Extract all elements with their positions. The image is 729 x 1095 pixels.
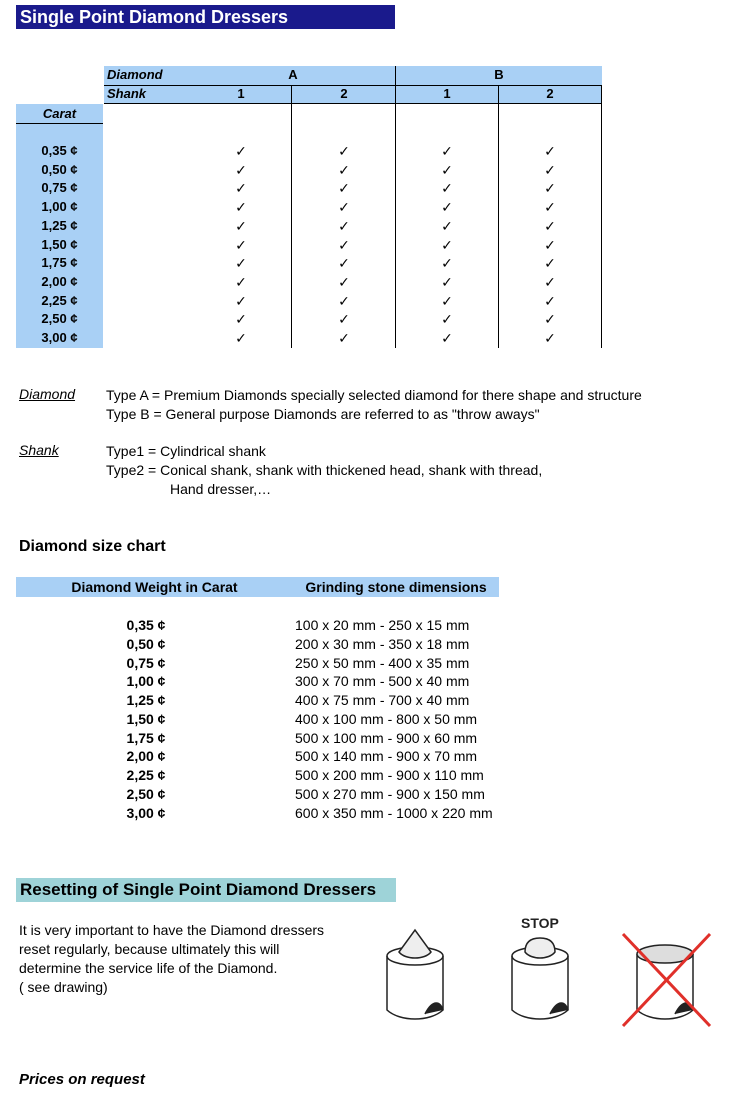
check-icon: ✓ [235, 292, 247, 309]
check-icon: ✓ [235, 255, 247, 272]
shank-note-line-1: Type1 = Cylindrical shank [106, 443, 266, 459]
check-icon: ✓ [235, 236, 247, 253]
carat-value: 0,75 ¢ [41, 180, 78, 196]
check-icon: ✓ [338, 330, 350, 346]
check-icon: ✓ [441, 236, 453, 253]
check-icon: ✓ [338, 217, 350, 234]
diamond-header-label: Diamond [107, 67, 163, 82]
size-row-carat: 1,25 ¢ [126, 692, 166, 708]
page-title: Single Point Diamond Dressers [16, 5, 395, 29]
col-divider-b [498, 85, 499, 348]
carat-value: 0,50 ¢ [41, 161, 78, 177]
check-icon: ✓ [338, 180, 350, 197]
diamond-note-label: Diamond [19, 386, 76, 402]
carat-value: 2,25 ¢ [41, 292, 78, 308]
size-row-carat: 2,00 ¢ [126, 748, 166, 765]
carat-value: 1,00 ¢ [41, 199, 78, 215]
check-icon: ✓ [441, 180, 453, 197]
header-rule-1 [104, 85, 602, 86]
size-row-dims: 400 x 75 mm - 700 x 40 mm [295, 692, 470, 708]
check-icon: ✓ [544, 236, 556, 253]
size-row-dims: 250 x 50 mm - 400 x 35 mm [295, 654, 470, 671]
carat-value: 2,00 ¢ [41, 273, 78, 289]
check-icon: ✓ [441, 143, 453, 159]
shank-header-label: Shank [107, 86, 147, 101]
resetting-line-2: reset regularly, because ultimately this will [19, 941, 280, 957]
carat-value: 1,75 ¢ [41, 255, 78, 271]
size-row-carat: 0,50 ¢ [126, 635, 166, 652]
check-icon: ✓ [235, 311, 247, 328]
shank-note-line-2: Type2 = Conical shank, shank with thickened head, shank with thread, [106, 462, 543, 478]
check-icon: ✓ [338, 161, 350, 178]
check-icon: ✓ [544, 292, 556, 309]
check-icon: ✓ [441, 217, 453, 234]
diamond-note-line-2: Type B = General purpose Diamonds are referred to as "throw aways" [106, 406, 540, 422]
carat-value: 2,50 ¢ [41, 311, 78, 327]
dresser-drawing [375, 898, 720, 1038]
check-icon: ✓ [544, 330, 556, 346]
check-icon: ✓ [544, 180, 556, 197]
check-icon: ✓ [338, 273, 350, 290]
check-icon: ✓ [544, 199, 556, 216]
check-icon: ✓ [441, 292, 453, 309]
shank-note-line-3: Hand dresser,… [170, 481, 272, 497]
check-icon: ✓ [338, 255, 350, 272]
check-icon: ✓ [544, 255, 556, 272]
check-icon: ✓ [235, 217, 247, 234]
check-icon: ✓ [441, 161, 453, 178]
check-icon: ✓ [235, 161, 247, 178]
size-row-dims: 500 x 200 mm - 900 x 110 mm [295, 767, 484, 783]
stop-label: STOP [521, 915, 559, 931]
size-row-carat: 3,00 ¢ [126, 804, 166, 821]
check-icon: ✓ [235, 199, 247, 216]
size-row-dims: 500 x 270 mm - 900 x 150 mm [295, 785, 485, 802]
dresser-worn-icon [512, 938, 568, 1019]
check-icon: ✓ [441, 273, 453, 290]
carat-header: Carat [42, 106, 77, 121]
carat-value: 0,35 ¢ [41, 143, 78, 158]
carat-value: 1,25 ¢ [41, 217, 78, 233]
carat-header-rule [16, 123, 103, 124]
diamond-header-row [104, 66, 602, 85]
shank-b2-header: 2 [546, 86, 554, 101]
size-row-dims: 400 x 100 mm - 800 x 50 mm [295, 710, 478, 727]
check-icon: ✓ [338, 311, 350, 328]
check-icon: ✓ [235, 273, 247, 290]
size-col1-header: Diamond Weight in Carat [71, 579, 238, 595]
check-icon: ✓ [544, 217, 556, 234]
type-b-header: B [494, 67, 504, 82]
check-icon: ✓ [441, 255, 453, 272]
type-a-header: A [288, 67, 298, 82]
col-divider-right [601, 85, 602, 348]
col-divider-mid [395, 66, 396, 348]
shank-a2-header: 2 [340, 86, 348, 101]
size-row-dims: 200 x 30 mm - 350 x 18 mm [295, 635, 470, 652]
carat-value: 3,00 ¢ [41, 330, 78, 345]
size-row-dims: 600 x 350 mm - 1000 x 220 mm [295, 804, 493, 821]
size-row-carat: 1,75 ¢ [126, 729, 166, 746]
prices-note: Prices on request [19, 1071, 145, 1088]
size-row-carat: 1,50 ¢ [126, 710, 166, 727]
size-row-carat: 2,50 ¢ [126, 785, 166, 802]
check-icon: ✓ [338, 143, 350, 159]
size-chart-heading: Diamond size chart [19, 538, 166, 555]
size-row-dims: 500 x 140 mm - 900 x 70 mm [295, 748, 478, 765]
check-icon: ✓ [441, 199, 453, 216]
carat-value: 1,50 ¢ [41, 236, 78, 252]
check-icon: ✓ [544, 161, 556, 178]
size-row-dims: 500 x 100 mm - 900 x 60 mm [295, 729, 478, 746]
diamond-note-line-1: Type A = Premium Diamonds specially selected diamond for there shape and structure [106, 387, 642, 403]
size-row-dims: 100 x 20 mm - 250 x 15 mm [295, 617, 470, 633]
size-col2-header: Grinding stone dimensions [305, 579, 487, 595]
check-icon: ✓ [235, 180, 247, 197]
size-row-carat: 0,75 ¢ [126, 654, 166, 671]
resetting-line-4: ( see drawing) [19, 979, 108, 995]
check-icon: ✓ [544, 311, 556, 328]
check-icon: ✓ [544, 273, 556, 290]
size-row-dims: 300 x 70 mm - 500 x 40 mm [295, 673, 470, 690]
resetting-line-3: determine the service life of the Diamond. [19, 960, 278, 976]
resetting-line-1: It is very important to have the Diamond dressers [19, 922, 325, 938]
shank-b1-header: 1 [443, 86, 451, 101]
size-row-carat: 2,25 ¢ [126, 767, 166, 783]
resetting-heading: Resetting of Single Point Diamond Dressers [16, 878, 396, 902]
check-icon: ✓ [441, 330, 453, 346]
check-icon: ✓ [338, 292, 350, 309]
check-icon: ✓ [544, 143, 556, 159]
check-icon: ✓ [235, 143, 247, 159]
size-row-carat: 0,35 ¢ [126, 617, 166, 633]
col-divider-a [291, 85, 292, 348]
shank-note-label: Shank [19, 442, 59, 458]
shank-a1-header: 1 [237, 86, 245, 101]
header-rule-2 [104, 103, 602, 104]
check-icon: ✓ [235, 330, 247, 346]
check-icon: ✓ [338, 199, 350, 216]
size-row-carat: 1,00 ¢ [126, 673, 166, 690]
check-icon: ✓ [441, 311, 453, 328]
dresser-sharp-icon [387, 930, 443, 1019]
check-icon: ✓ [338, 236, 350, 253]
